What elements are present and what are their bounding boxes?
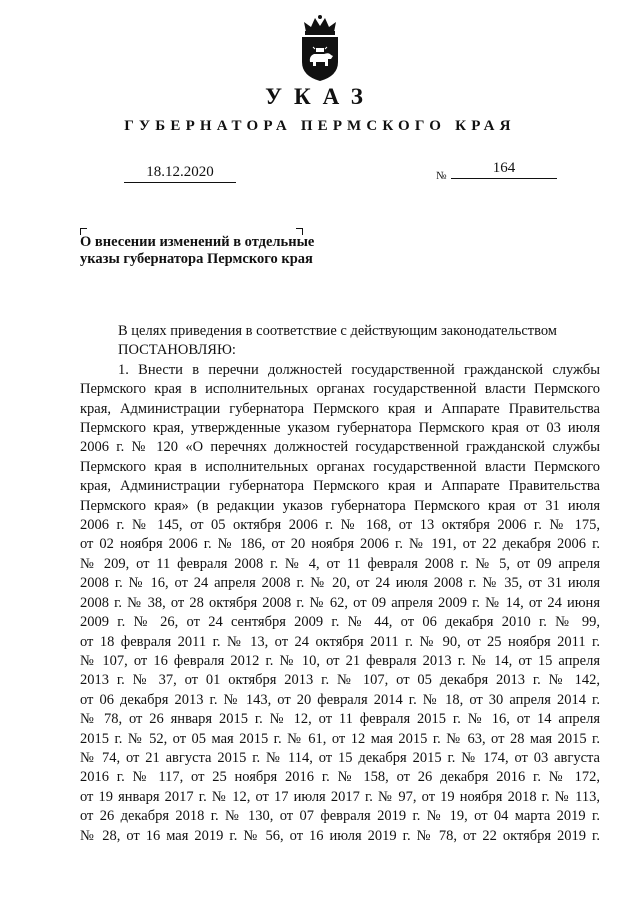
body-line: Пермского края, утвержденные указом губернатора Пермского края от 03 июля bbox=[80, 420, 600, 437]
decree-number: 164 bbox=[451, 158, 557, 179]
body-line: от 26 декабря 2018 г. № 130, от 07 февраля 2019 г. № 19, от 04 марта 2019 г. bbox=[80, 808, 600, 825]
decree-body bbox=[80, 322, 600, 846]
preamble: В целях приведения в соответствие с действующим законодательством bbox=[118, 323, 557, 339]
coat-of-arms-icon bbox=[298, 14, 342, 82]
heading-line: О внесении изменений в отдельные bbox=[80, 234, 315, 250]
body-line: от 06 декабря 2013 г. № 143, от 20 февраля 2014 г. № 18, от 30 апреля 2014 г. bbox=[80, 691, 600, 708]
body-line: 1. Внести в перечни должностей государственной гражданской службы bbox=[118, 361, 600, 378]
number-label: № bbox=[436, 170, 447, 182]
document-subtitle: ГУБЕРНАТОРА ПЕРМСКОГО КРАЯ bbox=[124, 118, 516, 134]
body-line: № 78, от 26 января 2015 г. № 12, от 11 февраля 2015 г. № 16, от 14 апреля bbox=[80, 711, 600, 728]
body-line: № 74, от 21 августа 2015 г. № 114, от 15 декабря 2015 г. № 174, от 03 августа bbox=[80, 749, 600, 766]
body-line: 2006 г. № 120 «О перечнях должностей государственной гражданской службы bbox=[80, 439, 600, 456]
body-line: края, Администрации губернатора Пермского края и Аппарате Правительства bbox=[80, 400, 600, 417]
body-line: № 28, от 16 мая 2019 г. № 56, от 16 июля 2019 г. № 78, от 22 октября 2019 г. bbox=[80, 827, 600, 844]
body-line: 2006 г. № 145, от 05 октября 2006 г. № 168, от 13 октября 2006 г. № 175, bbox=[80, 517, 600, 534]
body-line: Пермского края» (в редакции указов губернатора Пермского края от 31 июля bbox=[80, 497, 600, 514]
decree-heading bbox=[80, 234, 380, 268]
decree-date: 18.12.2020 bbox=[124, 163, 236, 183]
body-line: 2013 г. № 37, от 01 октября 2013 г. № 107, от 05 декабря 2013 г. № 142, bbox=[80, 672, 600, 689]
body-line: 2016 г. № 117, от 25 ноября 2016 г. № 158, от 26 декабря 2016 г. № 172, bbox=[80, 769, 600, 786]
body-line: Пермского края в исполнительных органах государственной власти Пермского bbox=[80, 458, 600, 475]
decree-word: ПОСТАНОВЛЯЮ: bbox=[118, 342, 236, 359]
body-line: 2009 г. № 26, от 24 сентября 2009 г. № 44, от 06 декабря 2010 г. № 99, bbox=[80, 614, 600, 631]
body-line: от 19 января 2017 г. № 12, от 17 июля 2017 г. № 97, от 19 ноября 2018 г. № 113, bbox=[80, 788, 600, 805]
body-line: № 107, от 16 февраля 2012 г. № 10, от 21 февраля 2013 г. № 14, от 15 апреля bbox=[80, 652, 600, 669]
body-line: от 18 февраля 2011 г. № 13, от 24 октября 2011 г. № 90, от 25 ноября 2011 г. bbox=[80, 633, 600, 650]
document-title: УКАЗ bbox=[265, 84, 375, 109]
body-line: от 02 ноября 2006 г. № 186, от 20 ноября 2006 г. № 191, от 22 декабря 2006 г. bbox=[80, 536, 600, 553]
body-line: 2008 г. № 38, от 28 октября 2008 г. № 62, от 09 апреля 2009 г. № 14, от 24 июня bbox=[80, 594, 600, 611]
body-line: Пермского края в исполнительных органах государственной власти Пермского bbox=[80, 381, 600, 398]
body-line: 2015 г. № 52, от 05 мая 2015 г. № 61, от 12 мая 2015 г. № 63, от 28 мая 2015 г. bbox=[80, 730, 600, 747]
body-line: 2008 г. № 16, от 24 апреля 2008 г. № 20, от 24 июля 2008 г. № 35, от 31 июля bbox=[80, 575, 600, 592]
heading-line: указы губернатора Пермского края bbox=[80, 251, 313, 267]
body-line: края, Администрации губернатора Пермского края и Аппарате Правительства bbox=[80, 478, 600, 495]
body-line: № 209, от 11 февраля 2008 г. № 4, от 11 февраля 2008 г. № 5, от 09 апреля bbox=[80, 555, 600, 572]
